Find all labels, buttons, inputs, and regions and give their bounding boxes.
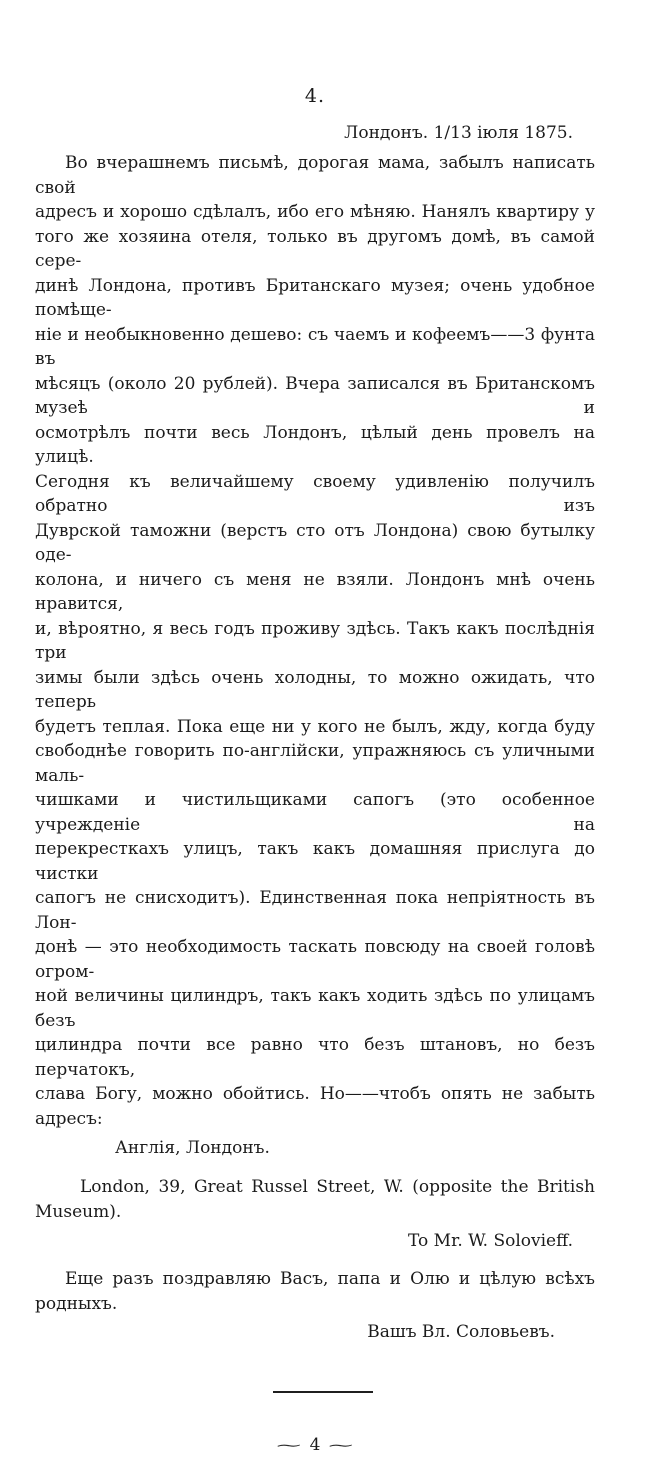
body-line: чишками и чистильщиками сапогъ (это особенное учрежденіе на [35,790,595,835]
body-line: слава Богу, можно обойтись. Но——чтобъ опять не забыть адресъ: [35,1084,595,1129]
body-line: свободнѣе говорить по-англійски, упражняюсь съ уличными маль- [35,741,595,786]
page-footer [35,1433,595,1458]
body-line: зимы были здѣсь очень холодны, то можно ожидать, что теперь [35,667,595,712]
separator-rule [273,1391,373,1393]
letter-body [35,151,595,1131]
body-line: Дуврской таможни (верстъ сто отъ Лондона) свою бутылку оде- [35,520,595,565]
closing-paragraph [35,1267,595,1316]
body-line: мѣсяцъ (около 20 рублей). Вчера записался въ Британскомъ музеѣ и [35,373,595,418]
dateline: Лондонъ. 1/13 іюля 1875. [344,123,573,143]
addressee-line: To Mr. W. Solovieff. [408,1231,573,1251]
body-line: перекресткахъ улицъ, такъ какъ домашняя прислуга до чистки [35,839,595,884]
body-line: того же хозяина отеля, только въ другомъ домѣ, въ самой сере- [35,226,595,271]
address-russian: Англія, Лондонъ. [115,1138,270,1158]
body-line: адресъ и хорошо сдѣлалъ, ибо его мѣняю. Нанялъ квартиру у [35,202,595,222]
body-line: Сегодня къ величайшему своему удивленію получилъ обратно изъ [35,471,595,516]
page-number: 4 [309,1435,321,1455]
body-line: сапогъ не снисходитъ). Единственная пока непріятность въ Лон- [35,888,595,933]
text-block [35,0,595,1458]
closing-line-2: родныхъ. [35,1293,118,1314]
closing-line-1: Еще разъ поздравляю Васъ, папа и Олю и цѣлую всѣхъ [65,1269,595,1289]
body-line: осмотрѣлъ почти весь Лондонъ, цѣлый день провелъ на улицѣ. [35,422,595,467]
footer-right-ornament-icon: ∼ [326,1437,356,1454]
body-line: будетъ теплая. Пока еще ни у кого не былъ, жду, когда буду [35,716,595,737]
body-line: донѣ — это необходимость таскать повсюду на своей головѣ огром- [35,937,595,982]
signature-line: Вашъ Вл. Соловьевъ. [367,1322,555,1342]
address-english [35,1175,595,1225]
body-line: ной величины цилиндръ, такъ какъ ходить здѣсь по улицамъ безъ [35,986,595,1031]
body-line: колона, и ничего съ меня не взяли. Лондонъ мнѣ очень нравится, [35,569,595,614]
body-line: Во вчерашнемъ письмѣ, дорогая мама, забылъ написать свой [35,153,595,198]
body-line: цилиндра почти все равно что безъ штановъ, но безъ перчатокъ, [35,1035,595,1080]
footer-left-ornament-icon: ∼ [274,1437,304,1454]
body-line: ніе и необыкновенно дешево: съ чаемъ и кофеемъ——3 фунта въ [35,324,595,369]
address-english-line-1: London, 39, Great Russel Street, W. (opposite the British [80,1177,595,1197]
letter-number-heading: 4. [304,85,326,107]
address-english-line-2: Museum). [35,1202,122,1222]
body-line: и, вѣроятно, я весь годъ проживу здѣсь. Такъ какъ послѣднія три [35,618,595,663]
body-line: динѣ Лондона, противъ Британскаго музея; очень удобное помѣще- [35,275,595,320]
